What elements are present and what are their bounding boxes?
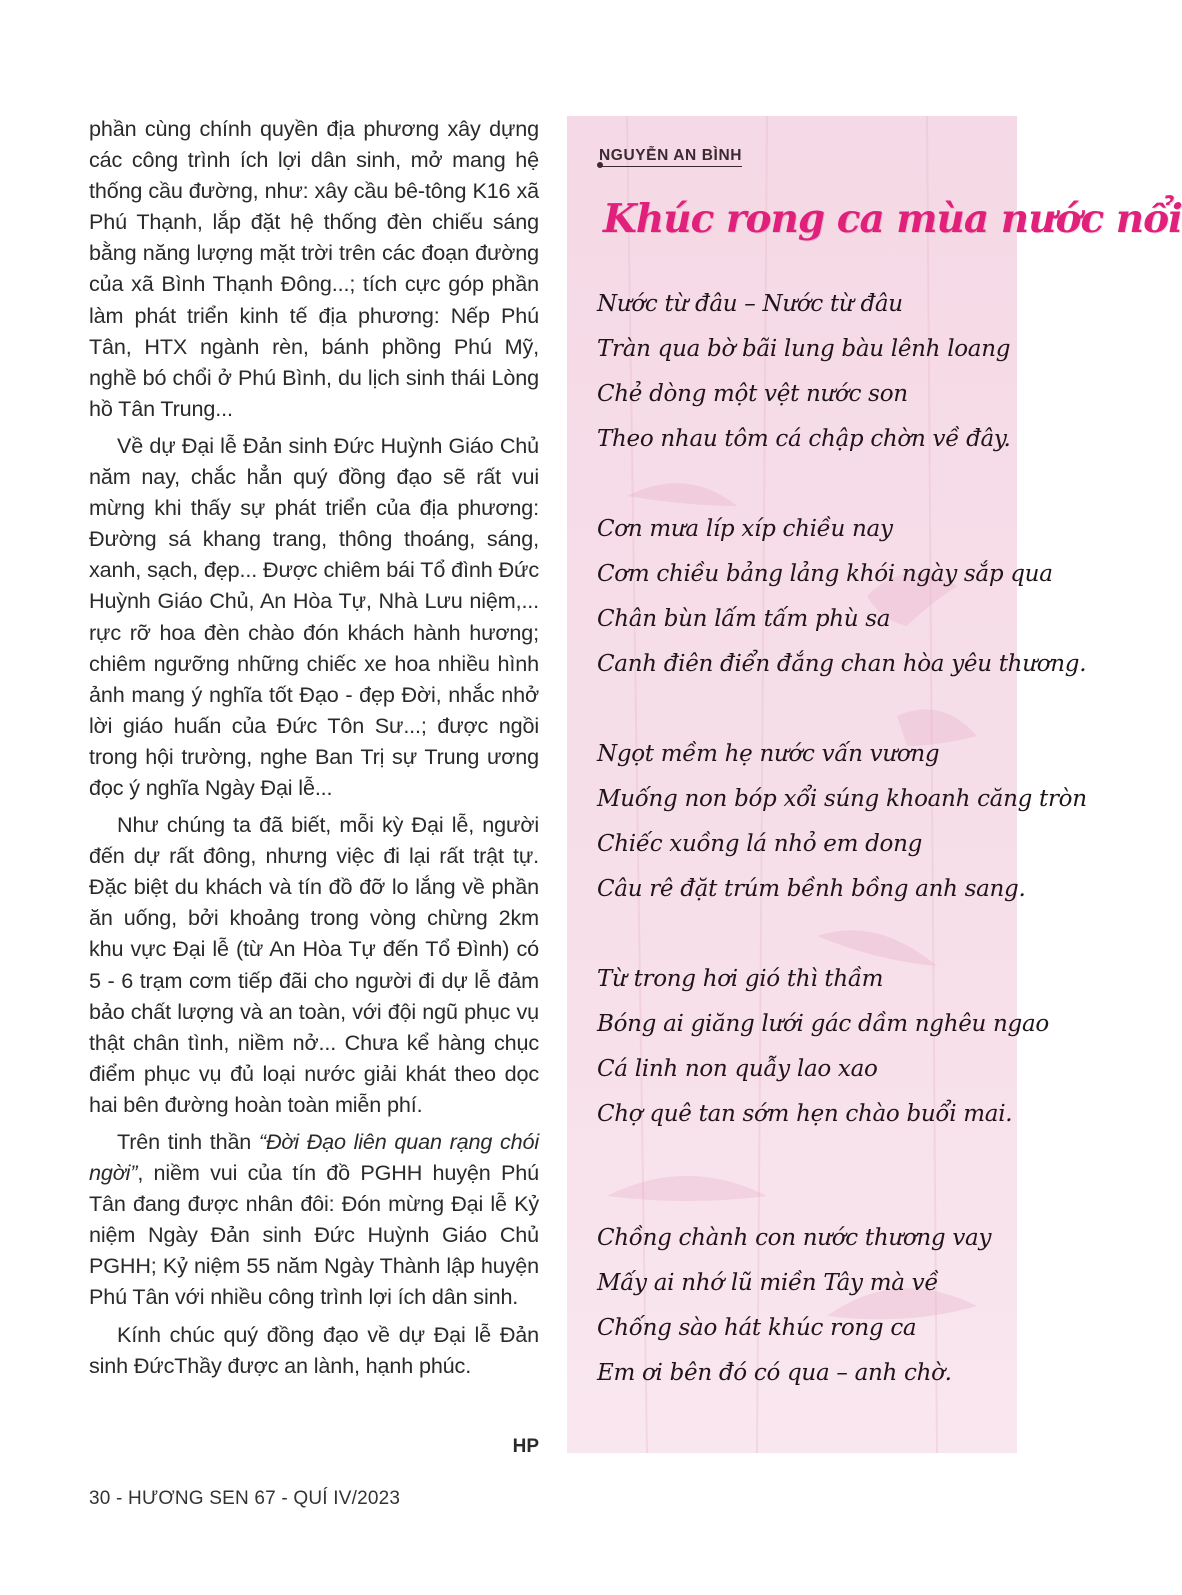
- poem-line: Cơn mưa líp xíp chiều nay: [597, 516, 893, 542]
- poem-panel: [567, 116, 1182, 1453]
- poem-line: Canh điên điển đắng chan hòa yêu thương.: [597, 651, 1087, 677]
- poem-line: Tràn qua bờ bãi lung bàu lênh loang: [597, 336, 1011, 362]
- poem-line: Chân bùn lấm tấm phù sa: [597, 606, 891, 632]
- poem-title: Khúc rong ca mùa nước nổi: [603, 196, 1182, 242]
- article-signature: HP: [512, 1436, 539, 1457]
- poem-line: Bóng ai giăng lưới gác dầm nghêu ngao: [597, 1011, 1049, 1037]
- poem-line: Em ơi bên đó có qua – anh chờ.: [597, 1360, 952, 1386]
- poem-line: Câu rê đặt trúm bềnh bồng anh sang.: [597, 876, 1026, 902]
- article-paragraph: phần cùng chính quyền địa phương xây dựng các công trình ích lợi dân sinh, mở mang hệ thống cầu đường, như: xây cầu bê-tông K16 xã Phú Thạnh, lắp đặt hệ thống đèn chiếu sáng bằng năng lượng mặt trời trên các đoạn đường của xã Bình Thạnh Đông...; tích cực góp phần làm phát triển kinh tế địa phương: Nếp Phú Tân, HTX ngành rèn, bánh phồng Phú Mỹ, nghề bó chổi ở Phú Bình, du lịch sinh thái Lòng hồ Tân Trung...: [89, 116, 539, 421]
- poem-line: Chợ quê tan sớm hẹn chào buổi mai.: [597, 1101, 1013, 1127]
- poem-line: Nước từ đâu – Nước từ đâu: [597, 291, 903, 317]
- poem-stanza: [597, 732, 1087, 912]
- article-paragraph: [89, 1126, 539, 1313]
- article-paragraph: Kính chúc quý đồng đạo về dự Đại lễ Đản sinh ĐứcThầy được an lành, hạnh phúc.: [89, 1321, 539, 1378]
- poem-stanza: [597, 957, 1049, 1137]
- poem-author: NGUYỄN AN BÌNH: [599, 147, 742, 167]
- poem-line: Theo nhau tôm cá chập chờn về đây.: [597, 426, 1011, 452]
- poem-line: Chống sào hát khúc rong ca: [597, 1315, 917, 1341]
- poem-stanza: [597, 282, 1011, 462]
- poem-line: Từ trong hơi gió thì thầm: [597, 966, 884, 992]
- poem-line: Cơm chiều bảng lảng khói ngày sắp qua: [597, 561, 1053, 587]
- poem-line: Cá linh non quẫy lao xao: [597, 1056, 878, 1082]
- poem-line: Chiếc xuồng lá nhỏ em dong: [597, 831, 923, 857]
- article-paragraph: Về dự Đại lễ Đản sinh Đức Huỳnh Giáo Chủ năm nay, chắc hẳn quý đồng đạo sẽ rất vui mừng khi thấy sự phát triển của địa phương: Đường sá khang trang, thông thoáng, sáng, xanh, sạch, đẹp... Được chiêm bái Tổ đình Đức Huỳnh Giáo Chủ, An Hòa Tự, Nhà Lưu niệm,... rực rỡ hoa đèn chào đón khách hành hương; chiêm ngưỡng những chiếc xe hoa nhiều hình ảnh mang ý nghĩa tốt Đạo - đẹp Đời, nhắc nhở lời giáo huấn của Đức Tôn Sư...; được ngồi trong hội trường, nghe Ban Trị sự Trung ương đọc ý nghĩa Ngày Đại lễ...: [89, 432, 539, 800]
- leaf-shape: [607, 1176, 767, 1201]
- article-body: [89, 113, 539, 1387]
- poem-line: Chẻ dòng một vệt nước son: [597, 381, 908, 407]
- leaf-shape: [627, 483, 737, 506]
- poem-line: Ngọt mềm hẹ nước vấn vương: [597, 741, 940, 767]
- page-footer: 30 - HƯƠNG SEN 67 - QUÍ IV/2023: [89, 1488, 401, 1509]
- poem-line: Chồng chành con nước thương vay: [597, 1225, 992, 1251]
- text-span: , niềm vui của tín đồ PGHH huyện Phú Tân đang được nhân đôi: Đón mừng Đại lễ Kỷ niệm Ngày Đản sinh Đức Huỳnh Giáo Chủ PGHH; Kỷ niệm 55 năm Ngày Thành lập huyện Phú Tân với nhiều công trình lợi ích dân sinh.: [89, 1160, 539, 1310]
- text-span: Trên tinh thần: [117, 1129, 259, 1154]
- poem-stanza: [597, 507, 1086, 687]
- poem-line: Muống non bóp xổi súng khoanh căng tròn: [597, 786, 1087, 812]
- quote: “Đời Đạo liên quan rạng chói ngời”: [89, 1129, 539, 1186]
- poem-line: Mấy ai nhớ lũ miền Tây mà về: [597, 1270, 939, 1296]
- poem-stanza: [597, 1216, 991, 1396]
- article-paragraph: Như chúng ta đã biết, mỗi kỳ Đại lễ, người đến dự rất đông, nhưng việc đi lại rất trật tự. Đặc biệt du khách và tín đồ đỡ lo lắng về phần ăn uống, bởi khoảng trong vòng chừng 2km khu vực Đại lễ (từ An Hòa Tự đến Tổ Đình) có 5 - 6 trạm cơm tiếp đãi cho người đi dự lễ đảm bảo chất lượng và an toàn, với đội ngũ phục vụ thật chân tình, niềm nở... Chưa kể hàng chục điểm phục vụ đủ loại nước giải khát theo dọc hai bên đường hoàn toàn miễn phí.: [89, 812, 539, 1117]
